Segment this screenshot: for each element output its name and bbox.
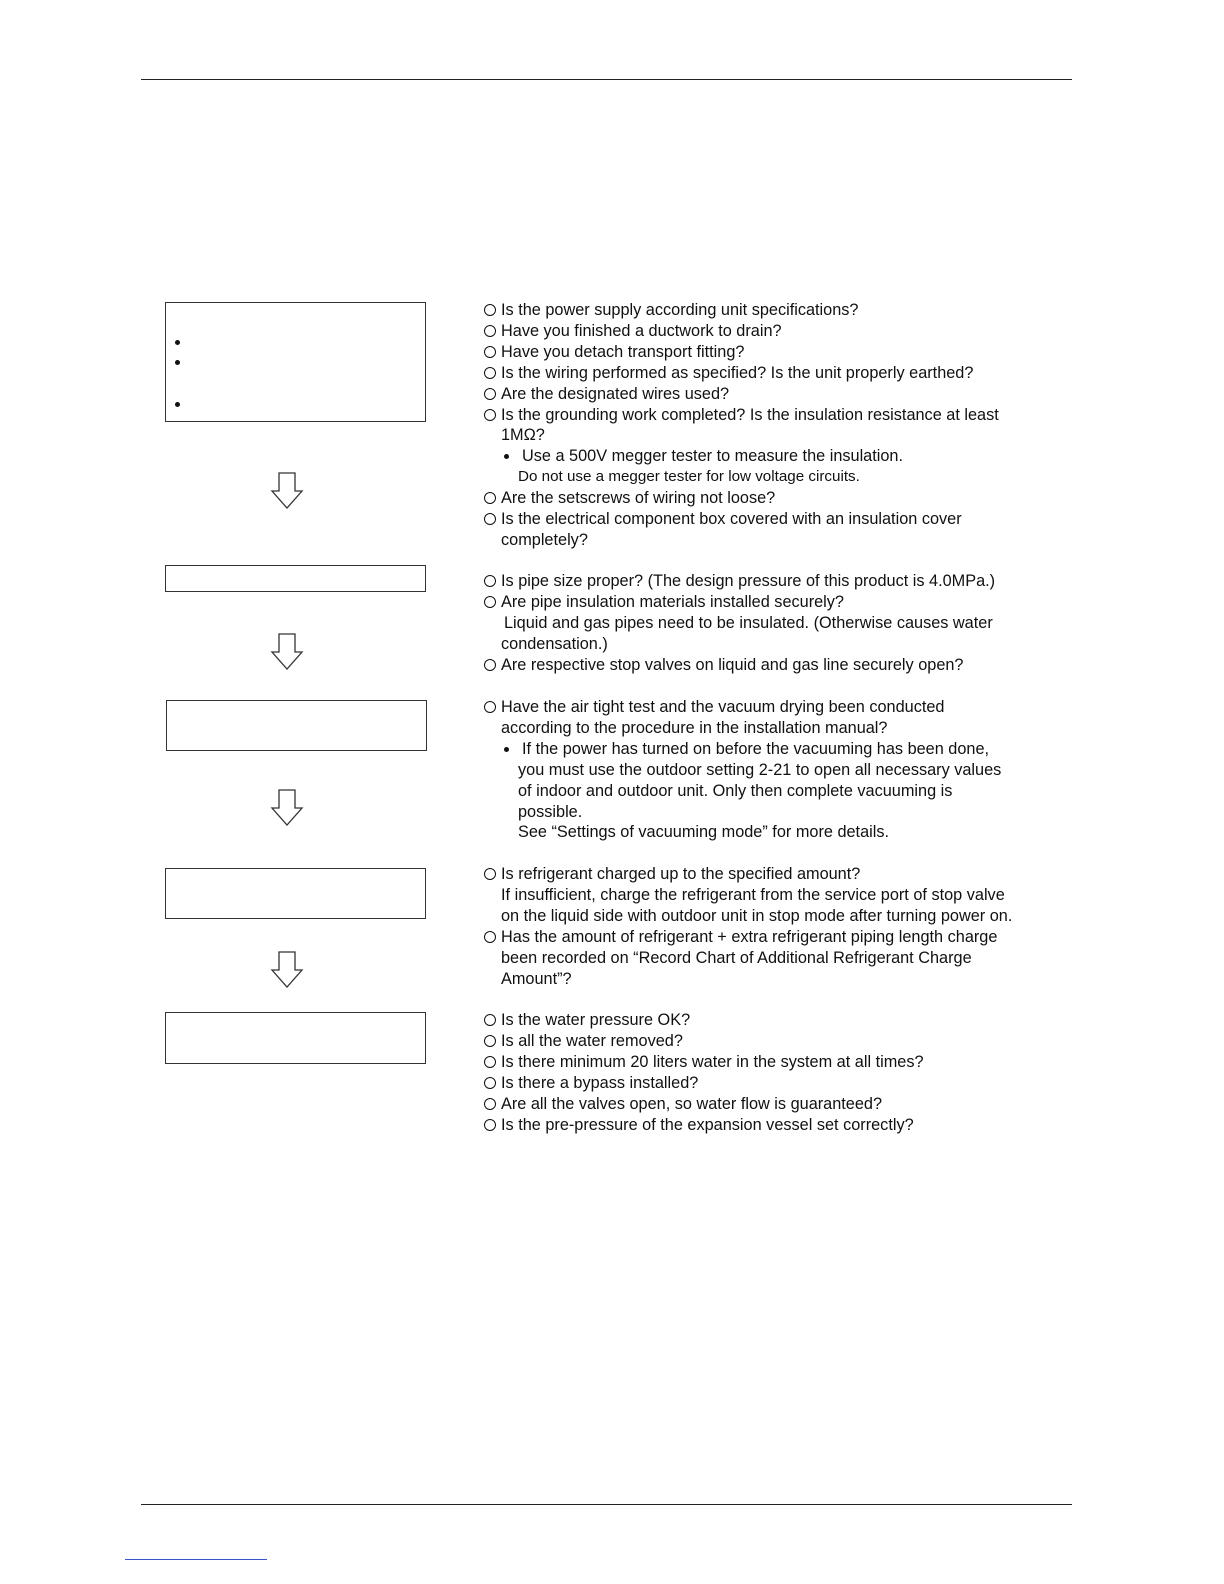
bullet [175,340,180,345]
circle-icon [484,575,496,587]
circle-icon [484,1077,496,1089]
note-text: Liquid and gas pipes need to be insulated. (Otherwise causes water [504,613,993,632]
check-text: Have you finished a ductwork to drain? [501,321,782,340]
checklist-refrigerant [484,864,1074,989]
check-text: Is the water pressure OK? [501,1011,691,1029]
check-item [484,342,1074,363]
checklist-water [484,1010,1074,1135]
check-text: Is the pre-pressure of the expansion vessel set correctly? [501,1115,914,1134]
down-arrow-icon [270,789,304,827]
circle-icon [484,1035,496,1047]
check-item [484,384,1074,405]
step-box-4 [165,868,426,919]
footer-rule [141,1504,1072,1505]
check-text: Are respective stop valves on liquid and gas line securely open? [501,655,964,674]
circle-icon [484,492,496,504]
circle-icon [484,701,496,713]
circle-icon [484,1119,496,1131]
sub-bullet-text: Use a 500V megger tester to measure the insulation. [522,447,904,466]
check-item [484,1094,1074,1115]
check-text: Has the amount of refrigerant + extra refrigerant piping length charge [501,927,998,946]
step-box-3 [166,700,427,751]
circle-icon [484,596,496,608]
check-text: Is there minimum 20 liters water in the system at all times? [501,1052,924,1071]
check-item [484,592,1074,613]
check-text: Is the wiring performed as specified? Is the unit properly earthed? [501,363,974,382]
check-item [484,655,1074,676]
checklist-piping [484,571,1074,676]
check-text: Is there a bypass installed? [501,1073,699,1092]
sub-bullet-continued: you must use the outdoor setting 2-21 to open all necessary values [518,760,1002,779]
checklist-vacuum [484,697,1074,843]
check-text-continued: 1MΩ? [501,426,545,445]
check-text: Are all the valves open, so water flow is guaranteed? [501,1094,883,1113]
circle-icon [484,931,496,943]
circle-icon [484,1014,496,1026]
check-text: Is the electrical component box covered with an insulation cover [501,510,962,529]
check-item [484,509,1074,530]
sub-bullet-item [484,446,1074,467]
note-text: on the liquid side with outdoor unit in stop mode after turning power on. [501,906,1013,925]
note-text: Do not use a megger tester for low voltage circuits. [518,468,860,486]
circle-icon [484,367,496,379]
circle-icon [484,1056,496,1068]
circle-icon [484,868,496,880]
check-item [484,571,1074,592]
checklist-electrical [484,300,1074,551]
circle-icon [484,325,496,337]
step-box-1 [165,302,426,422]
check-item [484,300,1074,321]
check-text-continued: according to the procedure in the installation manual? [501,718,888,737]
check-item [484,1115,1074,1136]
check-text: Have the air tight test and the vacuum drying been conducted [501,698,945,716]
check-item [484,1010,1074,1031]
circle-icon [484,513,496,525]
check-item [484,1073,1074,1094]
check-item [484,363,1074,384]
circle-icon [484,304,496,316]
circle-icon [484,409,496,421]
note-text: If insufficient, charge the refrigerant from the service port of stop valve [501,885,1005,904]
sub-bullet-text: If the power has turned on before the vacuuming has been done, [522,739,990,758]
down-arrow-icon [270,472,304,510]
check-text: Is pipe size proper? (The design pressure of this product is 4.0MPa.) [501,572,996,590]
link-underline[interactable] [125,1559,267,1560]
bullet [504,454,509,459]
sub-bullet-continued: of indoor and outdoor unit. Only then complete vacuuming is [518,781,953,800]
sub-bullet-continued: See “Settings of vacuuming mode” for more details. [518,823,890,842]
check-text-continued: completely? [501,530,588,549]
note-text: condensation.) [501,634,608,653]
bullet [175,402,180,407]
down-arrow-icon [270,633,304,671]
check-item [484,488,1074,509]
check-text: Are the setscrews of wiring not loose? [501,489,776,508]
check-text-continued: Amount”? [501,969,572,988]
check-text: Are the designated wires used? [501,384,730,403]
circle-icon [484,346,496,358]
check-item [484,864,1074,885]
check-text: Is the grounding work completed? Is the insulation resistance at least [501,405,999,424]
step-box-5 [165,1012,426,1064]
check-text: Is all the water removed? [501,1031,683,1050]
check-item [484,927,1074,948]
check-item [484,1031,1074,1052]
step-box-2 [165,565,426,592]
check-item [484,405,1074,426]
sub-bullet-continued: possible. [518,802,583,821]
bullet [504,747,509,752]
check-text: Is refrigerant charged up to the specified amount? [501,865,861,883]
circle-icon [484,388,496,400]
check-item [484,321,1074,342]
circle-icon [484,659,496,671]
header-rule [141,79,1072,80]
check-item [484,697,1074,718]
down-arrow-icon [270,951,304,989]
bullet [175,360,180,365]
circle-icon [484,1098,496,1110]
check-text-continued: been recorded on “Record Chart of Additional Refrigerant Charge [501,948,972,967]
check-text: Are pipe insulation materials installed securely? [501,592,844,611]
check-text: Is the power supply according unit specifications? [501,301,859,319]
sub-bullet-item [484,739,1074,760]
check-item [484,1052,1074,1073]
check-text: Have you detach transport fitting? [501,342,745,361]
